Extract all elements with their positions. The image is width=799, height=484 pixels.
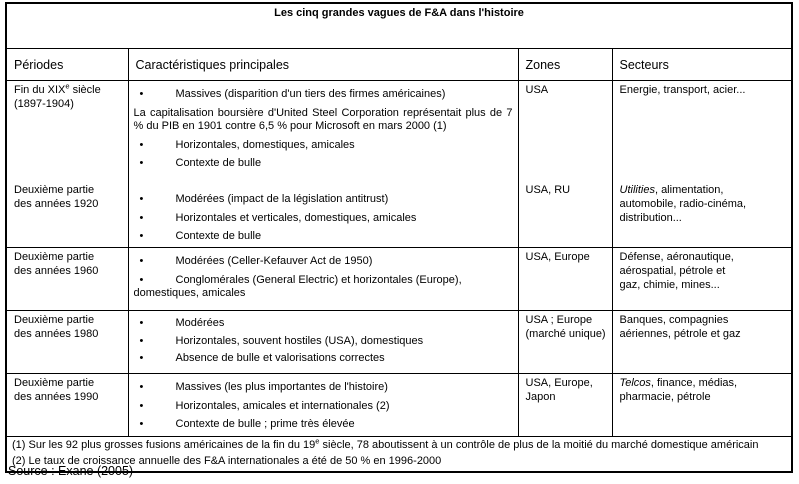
column-header-sectors: Secteurs xyxy=(612,49,792,81)
sectors-cell xyxy=(612,81,792,248)
superscript-e: e xyxy=(65,81,70,91)
table-title: Les cinq grandes vagues de F&A dans l'histoire xyxy=(6,3,792,49)
zones-cell: USA, Europe xyxy=(518,248,612,311)
period-cell xyxy=(6,81,128,248)
bullet-icon: • xyxy=(139,193,144,205)
source-caption: Source : Exane (2005) xyxy=(8,464,134,478)
zone-label: USA xyxy=(525,84,549,96)
characteristic-item: • Contexte de bulle xyxy=(139,230,262,242)
characteristic-item: • Absence de bulle et valorisations correctes xyxy=(139,352,385,364)
bullet-icon: • xyxy=(139,211,144,224)
characteristics-cell xyxy=(128,311,518,374)
characteristics-cell xyxy=(128,248,518,311)
bullet-icon: • xyxy=(139,230,144,242)
sectors-label: Energie, transport, acier... xyxy=(619,84,746,96)
characteristic-item: • Horizontales, amicales et internationales (2) xyxy=(139,399,390,412)
sectors-cell: Défense, aéronautique, aérospatial, pétrole et gaz, chimie, mines... xyxy=(612,248,792,311)
characteristic-item: • Horizontales, souvent hostiles (USA), domestiques xyxy=(139,334,424,347)
bullet-icon: • xyxy=(139,273,144,286)
characteristic-paragraph: La capitalisation boursière d'United Steel Corporation représentait plus de 7 % du PIB en 1901 contre 6,5 % pour Microsoft en mars 2000 (1) xyxy=(133,106,513,132)
period-cell: Deuxième partie des années 1960 xyxy=(6,248,128,311)
bullet-icon: • xyxy=(139,138,144,151)
column-header-characteristics: Caractéristiques principales xyxy=(128,49,518,81)
characteristic-item: • Conglomérales (General Electric) et horizontales (Europe), domestiques, amicales xyxy=(133,273,462,299)
period-cell: Deuxième partie des années 1990 xyxy=(6,374,128,437)
characteristic-item: • Horizontales et verticales, domestiques, amicales xyxy=(139,211,417,224)
characteristic-item: • Modérées (impact de la législation antitrust) xyxy=(139,193,389,205)
bullet-icon: • xyxy=(139,399,144,412)
characteristic-item: • Massives (les plus importantes de l'histoire) xyxy=(139,381,388,393)
bullet-icon: • xyxy=(139,88,144,100)
characteristic-item: • Contexte de bulle xyxy=(139,157,262,169)
column-header-periods: Périodes xyxy=(6,49,128,81)
column-header-zones: Zones xyxy=(518,49,612,81)
period-label: Deuxième partie des années 1920 xyxy=(14,184,99,210)
footnote-1: (1) Sur les 92 plus grosses fusions américaines de la fin du 19e siècle, 78 aboutissent à un contrôle de plus de la moitié du marché domestique américain xyxy=(12,436,759,451)
bullet-icon: • xyxy=(139,352,144,364)
period-cell: Deuxième partie des années 1980 xyxy=(6,311,128,374)
characteristic-item: • Horizontales, domestiques, amicales xyxy=(139,138,355,151)
bullet-icon: • xyxy=(139,334,144,347)
characteristics-cell xyxy=(128,374,518,437)
ma-waves-table xyxy=(5,2,793,473)
zone-label: USA, RU xyxy=(525,184,571,196)
bullet-icon: • xyxy=(139,418,144,430)
zones-cell: USA ; Europe (marché unique) xyxy=(518,311,612,374)
superscript-e: e xyxy=(315,436,320,446)
footnote-2: (2) Le taux de croissance annuelle des F&A internationales a été de 50 % en 1996-2000 xyxy=(12,455,442,467)
characteristic-item: • Massives (disparition d'un tiers des firmes américaines) xyxy=(139,88,446,100)
bullet-icon: • xyxy=(139,255,144,267)
bullet-icon: • xyxy=(139,381,144,393)
bullet-icon: • xyxy=(139,157,144,169)
sectors-label: Utilities, alimentation, automobile, radio-cinéma, distribution... xyxy=(619,184,747,224)
period-label: Fin du XIXe siècle (1897-1904) xyxy=(14,81,101,110)
zones-cell xyxy=(518,81,612,248)
characteristics-cell xyxy=(128,81,518,248)
characteristic-item: • Contexte de bulle ; prime très élevée xyxy=(139,418,355,430)
zones-cell: USA, Europe, Japon xyxy=(518,374,612,437)
characteristic-item: • Modérées xyxy=(139,317,225,329)
characteristic-item: • Modérées (Celler-Kefauver Act de 1950) xyxy=(139,255,373,267)
bullet-icon: • xyxy=(139,317,144,329)
sectors-cell: Telcos, finance, médias, pharmacie, pétrole xyxy=(612,374,792,437)
sectors-cell: Banques, compagnies aériennes, pétrole et gaz xyxy=(612,311,792,374)
